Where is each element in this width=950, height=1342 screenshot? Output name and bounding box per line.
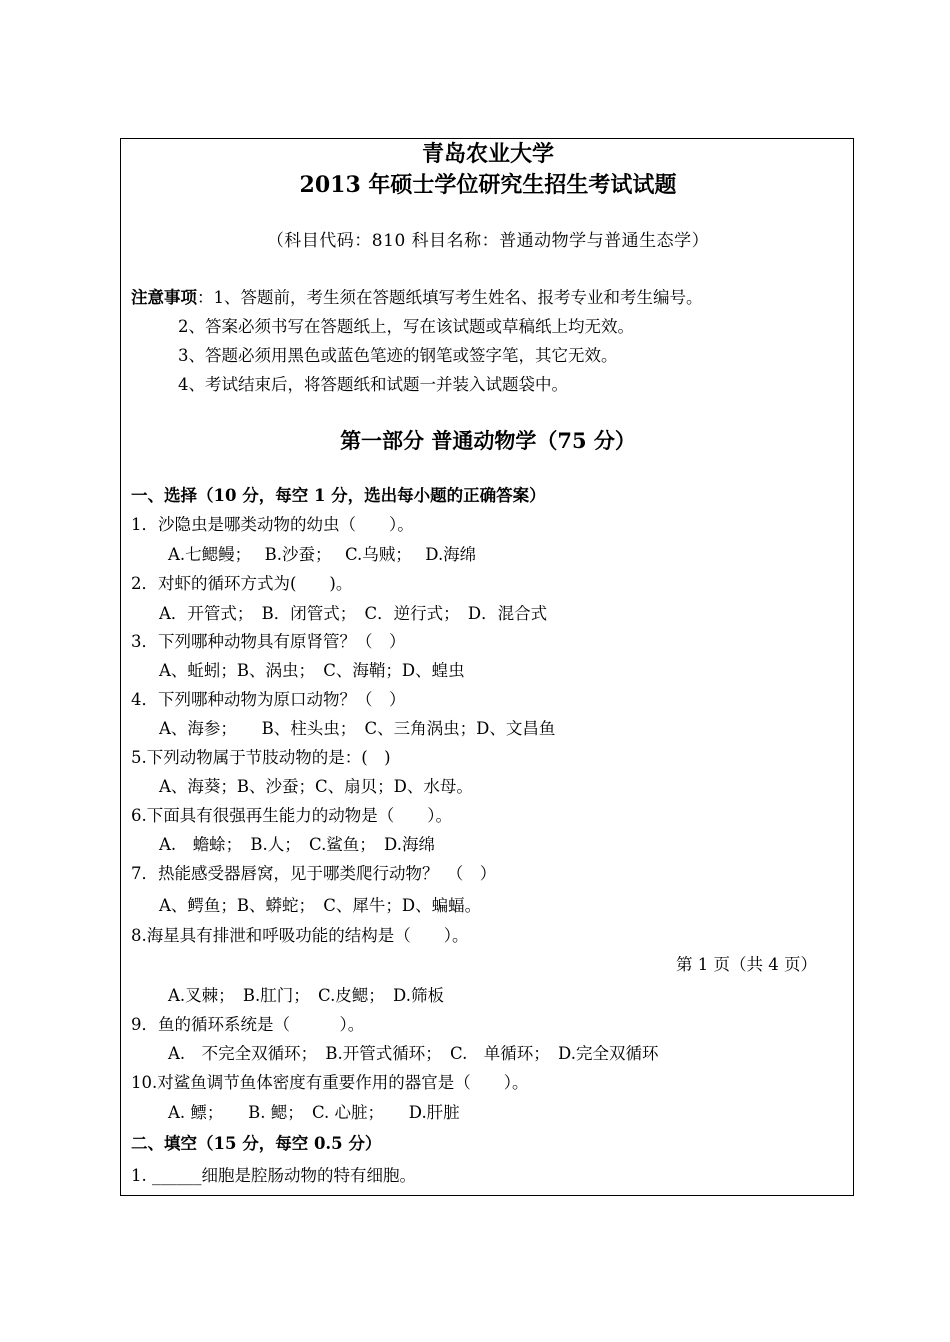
subject-line: （科目代码：810 科目名称：普通动物学与普通生态学） bbox=[266, 231, 710, 251]
question-1: 1．沙隐虫是哪类动物的幼虫（ ）。 bbox=[131, 515, 414, 534]
question-9: 9．鱼的循环系统是（ ）。 bbox=[131, 1015, 365, 1034]
question-1-options: A.七鳃鳗； B.沙蚕； C.乌贼； D.海绵 bbox=[168, 545, 477, 564]
question-6-options: A. 蟾蜍； B.人； C.鲨鱼； D.海绵 bbox=[159, 835, 435, 854]
notice-item-1: ：1、答题前，考生须在答题纸填写考生姓名、报考专业和考生编号。 bbox=[197, 288, 703, 307]
question-8-options: A.叉棘； B.肛门； C.皮鳃； D.筛板 bbox=[168, 986, 444, 1005]
question-2: 2．对虾的循环方式为( )。 bbox=[131, 574, 353, 593]
question-6: 6.下面具有很强再生能力的动物是（ ）。 bbox=[131, 806, 452, 825]
question-10-options: A. 鳔； B. 鳃； C. 心脏； D.肝脏 bbox=[168, 1103, 460, 1122]
question-8: 8.海星具有排泄和呼吸功能的结构是（ ）。 bbox=[131, 926, 469, 945]
notice-item-3: 3、答题必须用黑色或蓝色笔迹的钢笔或签字笔，其它无效。 bbox=[178, 346, 618, 365]
question-9-options: A. 不完全双循环； B.开管式循环； C. 单循环； D.完全双循环 bbox=[168, 1044, 659, 1063]
section1-heading: 一、选择（10 分，每空 1 分，选出每小题的正确答案） bbox=[131, 486, 546, 505]
question-2-options: A．开管式； B．闭管式； C．逆行式； D．混合式 bbox=[159, 604, 548, 623]
question-7-options: A、鳄鱼；B、蟒蛇； C、犀牛；D、蝙蝠。 bbox=[159, 896, 482, 915]
notice-line-1 bbox=[131, 288, 703, 308]
question-3: 3．下列哪种动物具有原肾管？（ ） bbox=[131, 632, 406, 651]
question-5: 5.下列动物属于节肢动物的是：( ) bbox=[131, 748, 391, 767]
question-10: 10.对鲨鱼调节鱼体密度有重要作用的器官是（ ）。 bbox=[131, 1073, 529, 1092]
question-5-options: A、海葵；B、沙蚕；C、扇贝；D、水母。 bbox=[159, 777, 473, 796]
question-7: 7．热能感受器唇窝，见于哪类爬行动物？ （ ） bbox=[131, 864, 497, 883]
part1-title: 第一部分 普通动物学（75 分） bbox=[340, 428, 636, 453]
exam-page-frame bbox=[120, 138, 854, 1196]
notice-item-4: 4、考试结束后，将答题纸和试题一并装入试题袋中。 bbox=[178, 375, 568, 394]
exam-title: 2013 年硕士学位研究生招生考试试题 bbox=[299, 172, 677, 198]
fill-question-1: 1. ______细胞是腔肠动物的特有细胞。 bbox=[131, 1166, 416, 1185]
question-4: 4．下列哪种动物为原口动物？（ ） bbox=[131, 690, 406, 709]
notice-item-2: 2、答案必须书写在答题纸上，写在该试题或草稿纸上均无效。 bbox=[178, 317, 634, 336]
question-4-options: A、海参； B、柱头虫； C、三角涡虫；D、文昌鱼 bbox=[159, 719, 556, 738]
question-3-options: A、蚯蚓；B、涡虫； C、海鞘；D、蝗虫 bbox=[159, 661, 465, 680]
notice-label: 注意事项 bbox=[131, 288, 197, 307]
university-title: 青岛农业大学 bbox=[421, 141, 554, 167]
section2-heading: 二、填空（15 分，每空 0.5 分） bbox=[131, 1134, 382, 1153]
page-number: 第 1 页（共 4 页） bbox=[676, 955, 817, 974]
